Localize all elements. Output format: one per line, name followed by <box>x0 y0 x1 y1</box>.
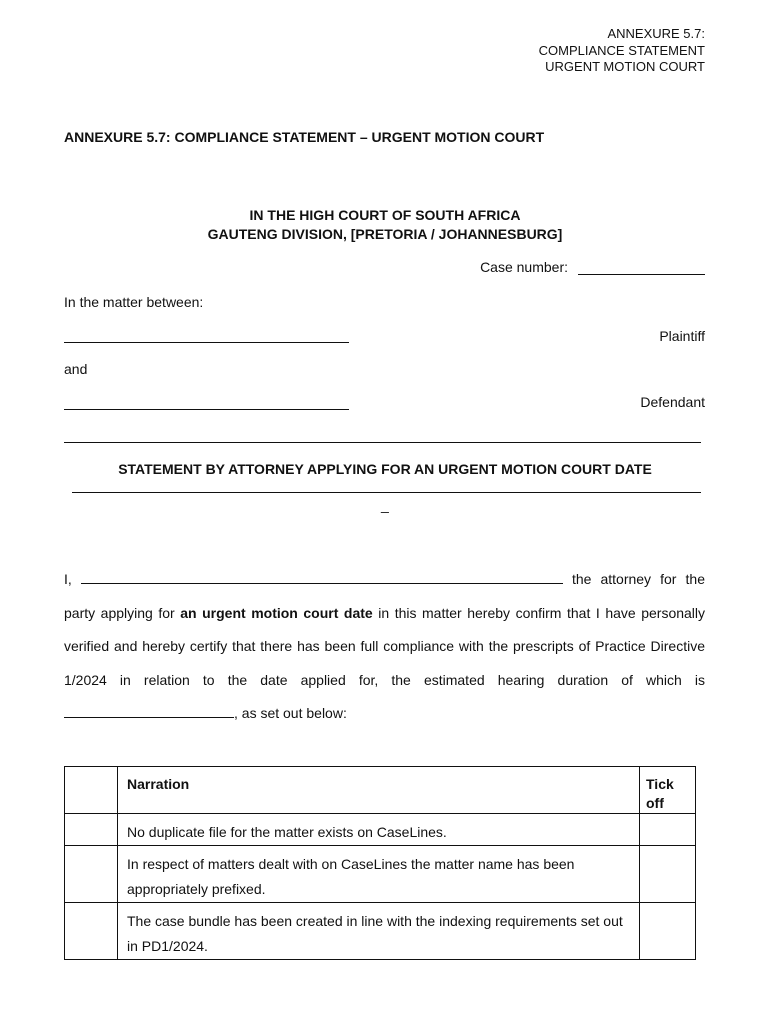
para-bold-phrase: an urgent motion court date <box>180 604 373 621</box>
narration-cell: In respect of matters dealt with on CaseLines the matter name has been appropriately prefixed. <box>118 846 640 903</box>
para-end: , as set out below: <box>234 705 347 722</box>
header-line-2: COMPLIANCE STATEMENT <box>538 42 705 58</box>
page-header <box>539 26 705 76</box>
attorney-statement-paragraph <box>64 563 705 731</box>
table-row <box>65 903 696 960</box>
case-number-label: Case number: <box>480 259 568 275</box>
table-row <box>65 846 696 903</box>
para-middle: in this matter hereby confirm that I have personally verified and hereby certify that there has been full compliance with the prescripts of Practice Directive 1/2024 in relation to the date applied for, the estimated hearing duration of which is <box>64 604 706 688</box>
tick-off-header: Tick off <box>640 767 696 814</box>
tick-off-cell[interactable] <box>640 903 696 960</box>
statement-title: STATEMENT BY ATTORNEY APPLYING FOR AN URGENT MOTION COURT DATE <box>118 461 652 477</box>
defendant-name-blank[interactable] <box>64 409 349 410</box>
plaintiff-label: Plaintiff <box>659 328 705 344</box>
divider-dash: _ <box>381 497 389 513</box>
table-row <box>65 814 696 846</box>
case-number-blank[interactable] <box>578 260 705 275</box>
court-heading <box>0 206 770 244</box>
document-title: ANNEXURE 5.7: COMPLIANCE STATEMENT – URGENT MOTION COURT <box>64 129 545 145</box>
table-number-cell <box>65 846 118 903</box>
tick-off-cell[interactable] <box>640 846 696 903</box>
court-division: GAUTENG DIVISION, [PRETORIA / JOHANNESBURG] <box>207 226 563 242</box>
tick-off-cell[interactable] <box>640 814 696 846</box>
narration-cell: The case bundle has been created in line with the indexing requirements set out in PD1/2024. <box>118 903 640 960</box>
table-number-cell <box>65 814 118 846</box>
plaintiff-name-blank[interactable] <box>64 342 349 343</box>
table-header-row <box>65 767 696 814</box>
defendant-label: Defendant <box>640 394 705 410</box>
and-label: and <box>64 361 88 377</box>
table-number-cell <box>65 767 118 814</box>
court-name: IN THE HIGH COURT OF SOUTH AFRICA <box>249 207 521 223</box>
para-i: I, <box>64 571 72 587</box>
table-number-cell <box>65 903 118 960</box>
compliance-table <box>64 766 696 960</box>
para-after-name: the attorney for the party applying for <box>64 571 705 621</box>
divider-bottom <box>72 492 701 493</box>
attorney-name-blank[interactable] <box>81 571 563 584</box>
narration-cell: No duplicate file for the matter exists on CaseLines. <box>118 814 640 846</box>
case-number-row <box>480 259 705 275</box>
header-line-1: ANNEXURE 5.7: <box>607 26 705 41</box>
narration-header: Narration <box>118 767 640 814</box>
header-line-3: URGENT MOTION COURT <box>545 59 705 74</box>
matter-between-label: In the matter between: <box>64 294 204 310</box>
hearing-duration-blank[interactable] <box>64 705 234 718</box>
divider-top <box>64 442 701 443</box>
